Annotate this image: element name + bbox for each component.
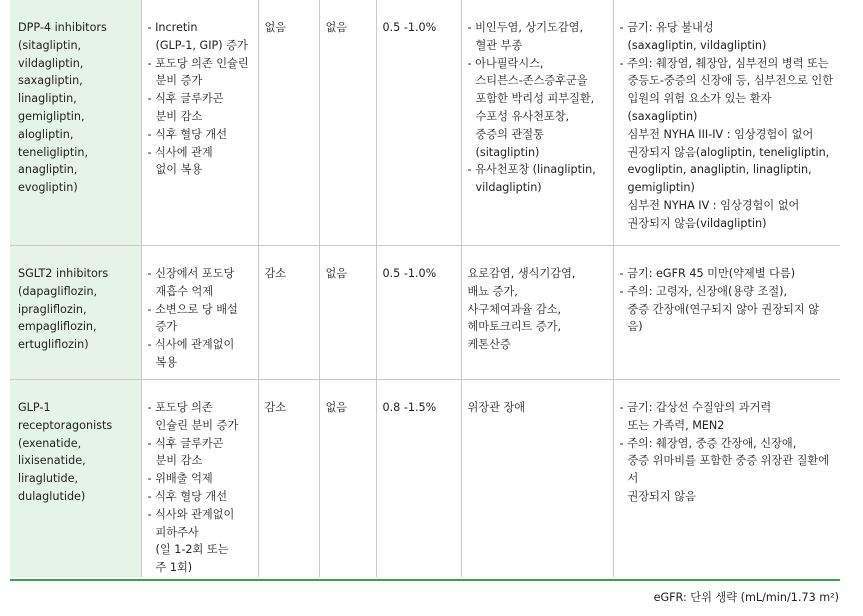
side-effects-text: 위장관 장애 xyxy=(467,401,526,414)
table-row xyxy=(10,0,840,246)
drug-class-name: SGLT2 inhibitors (dapagliflozin, ipragliflozin, empagliflozin, ertugliflozin) xyxy=(18,267,109,352)
table-row xyxy=(10,380,840,577)
list-item: - 유사천포창 (linagliptin, vildagliptin) xyxy=(467,163,596,195)
table-row xyxy=(10,246,840,380)
list-item: - 금기: 유당 불내성 (saxagliptin, vildagliptin) xyxy=(619,21,767,52)
weight-cell: 감소 xyxy=(258,246,319,380)
list-item: - 식후 혈당 개선 xyxy=(147,489,228,503)
list-item: - 주의: 췌장염, 중증 간장애, 신장애, 중증 위마비를 포함한 중증 위장관 질환에서 권장되지 않음 xyxy=(619,436,830,503)
weight-cell: 감소 xyxy=(258,380,319,577)
a1c-cell: 0.8 -1.5% xyxy=(376,380,461,577)
weight-cell: 없음 xyxy=(258,0,319,246)
list-item: - 주의: 췌장염, 췌장암, 심부전의 병력 또는 중등도-중증의 신장애 등, 심부전으로 인한 입원의 위험 요소가 있는 환자 (saxagliptin) 심부전 NYHA III-IV : 임상경험이 없어 권장되지 않음(alogliptin, teneligliptin, evogliptin, anagliptin, linagliptin, gemigliptin) 심부전 NYHA IV : 임상경험이 없어 권장되지 않음(vildagliptin) xyxy=(619,56,834,230)
table-bottom-rule xyxy=(10,579,840,581)
footnote: eGFR: 단위 생략 (mL/min/1.73 m²) xyxy=(653,591,839,604)
drug-class-cell xyxy=(10,380,141,577)
list-item: - 식사에 관계없이 복용 xyxy=(147,338,235,369)
hypoglycemia-cell: 없음 xyxy=(319,380,376,577)
contraindications-cell xyxy=(613,380,840,577)
drug-class-name: DPP-4 inhibitors (sitagliptin, vildagliptin, saxagliptin, linagliptin, gemigliptin, alogliptin, teneligliptin, anagliptin, evogliptin) xyxy=(18,21,107,195)
list-item: - 식사와 관계없이 피하주사 (일 1-2회 또는 주 1회) xyxy=(147,507,235,575)
drug-class-cell xyxy=(10,0,141,246)
mechanism-cell xyxy=(141,246,258,380)
list-item: - 아나필락시스, 스티븐스-존스증후군을 포함한 박리성 피부질환, 수포성 유사천포창, 중증의 관절통 (sitagliptin) xyxy=(467,56,595,159)
list-item: - 위배출 억제 xyxy=(147,472,213,486)
list-item: - 식사에 관계 없이 복용 xyxy=(147,145,213,177)
side-effects-cell xyxy=(461,246,613,380)
list-item: - 포도당 의존 인슐린 분비 증가 xyxy=(147,401,239,432)
list-item: - 식후 글루카곤 분비 감소 xyxy=(147,436,224,468)
a1c-cell: 0.5 -1.0% xyxy=(376,0,461,246)
list-item: - 식후 혈당 개선 xyxy=(147,127,228,141)
hypoglycemia-cell: 없음 xyxy=(319,246,376,380)
side-effects-cell xyxy=(461,380,613,577)
list-item: - 신장에서 포도당 재흡수 억제 xyxy=(147,267,235,298)
side-effects-text: 요로감염, 생식기감염, 배뇨 증가, 사구체여과율 감소, 헤마토크리트 증가, 케톤산증 xyxy=(467,267,576,352)
hypoglycemia-cell: 없음 xyxy=(319,0,376,246)
list-item: - 포도당 의존 인슐린 분비 증가 xyxy=(147,56,249,88)
list-item: - 식후 글루카곤 분비 감소 xyxy=(147,92,224,123)
list-item: - 금기: 갑상선 수질암의 과거력 또는 가족력, MEN2 xyxy=(619,401,772,432)
contraindications-cell xyxy=(613,246,840,380)
a1c-cell: 0.5 -1.0% xyxy=(376,246,461,380)
mechanism-cell xyxy=(141,380,258,577)
drug-class-name: GLP-1 receptoragonists (exenatide, lixisenatide, liraglutide, dulaglutide) xyxy=(18,401,113,503)
mechanism-cell xyxy=(141,0,258,246)
drug-comparison-table xyxy=(10,0,840,577)
contraindications-cell xyxy=(613,0,840,246)
list-item: - 비인두염, 상기도감염, 혈관 부종 xyxy=(467,21,584,52)
side-effects-cell xyxy=(461,0,613,246)
list-item: - 주의: 고령자, 신장애(용량 조절), 중증 간장애(연구되지 않아 권장되지 않음) xyxy=(619,284,820,334)
drug-class-cell xyxy=(10,246,141,380)
list-item: - 소변으로 당 배설 증가 xyxy=(147,302,238,334)
list-item: - Incretin (GLP-1, GIP) 증가 xyxy=(147,21,248,52)
list-item: - 금기: eGFR 45 미만(약제별 다름) xyxy=(619,267,796,280)
